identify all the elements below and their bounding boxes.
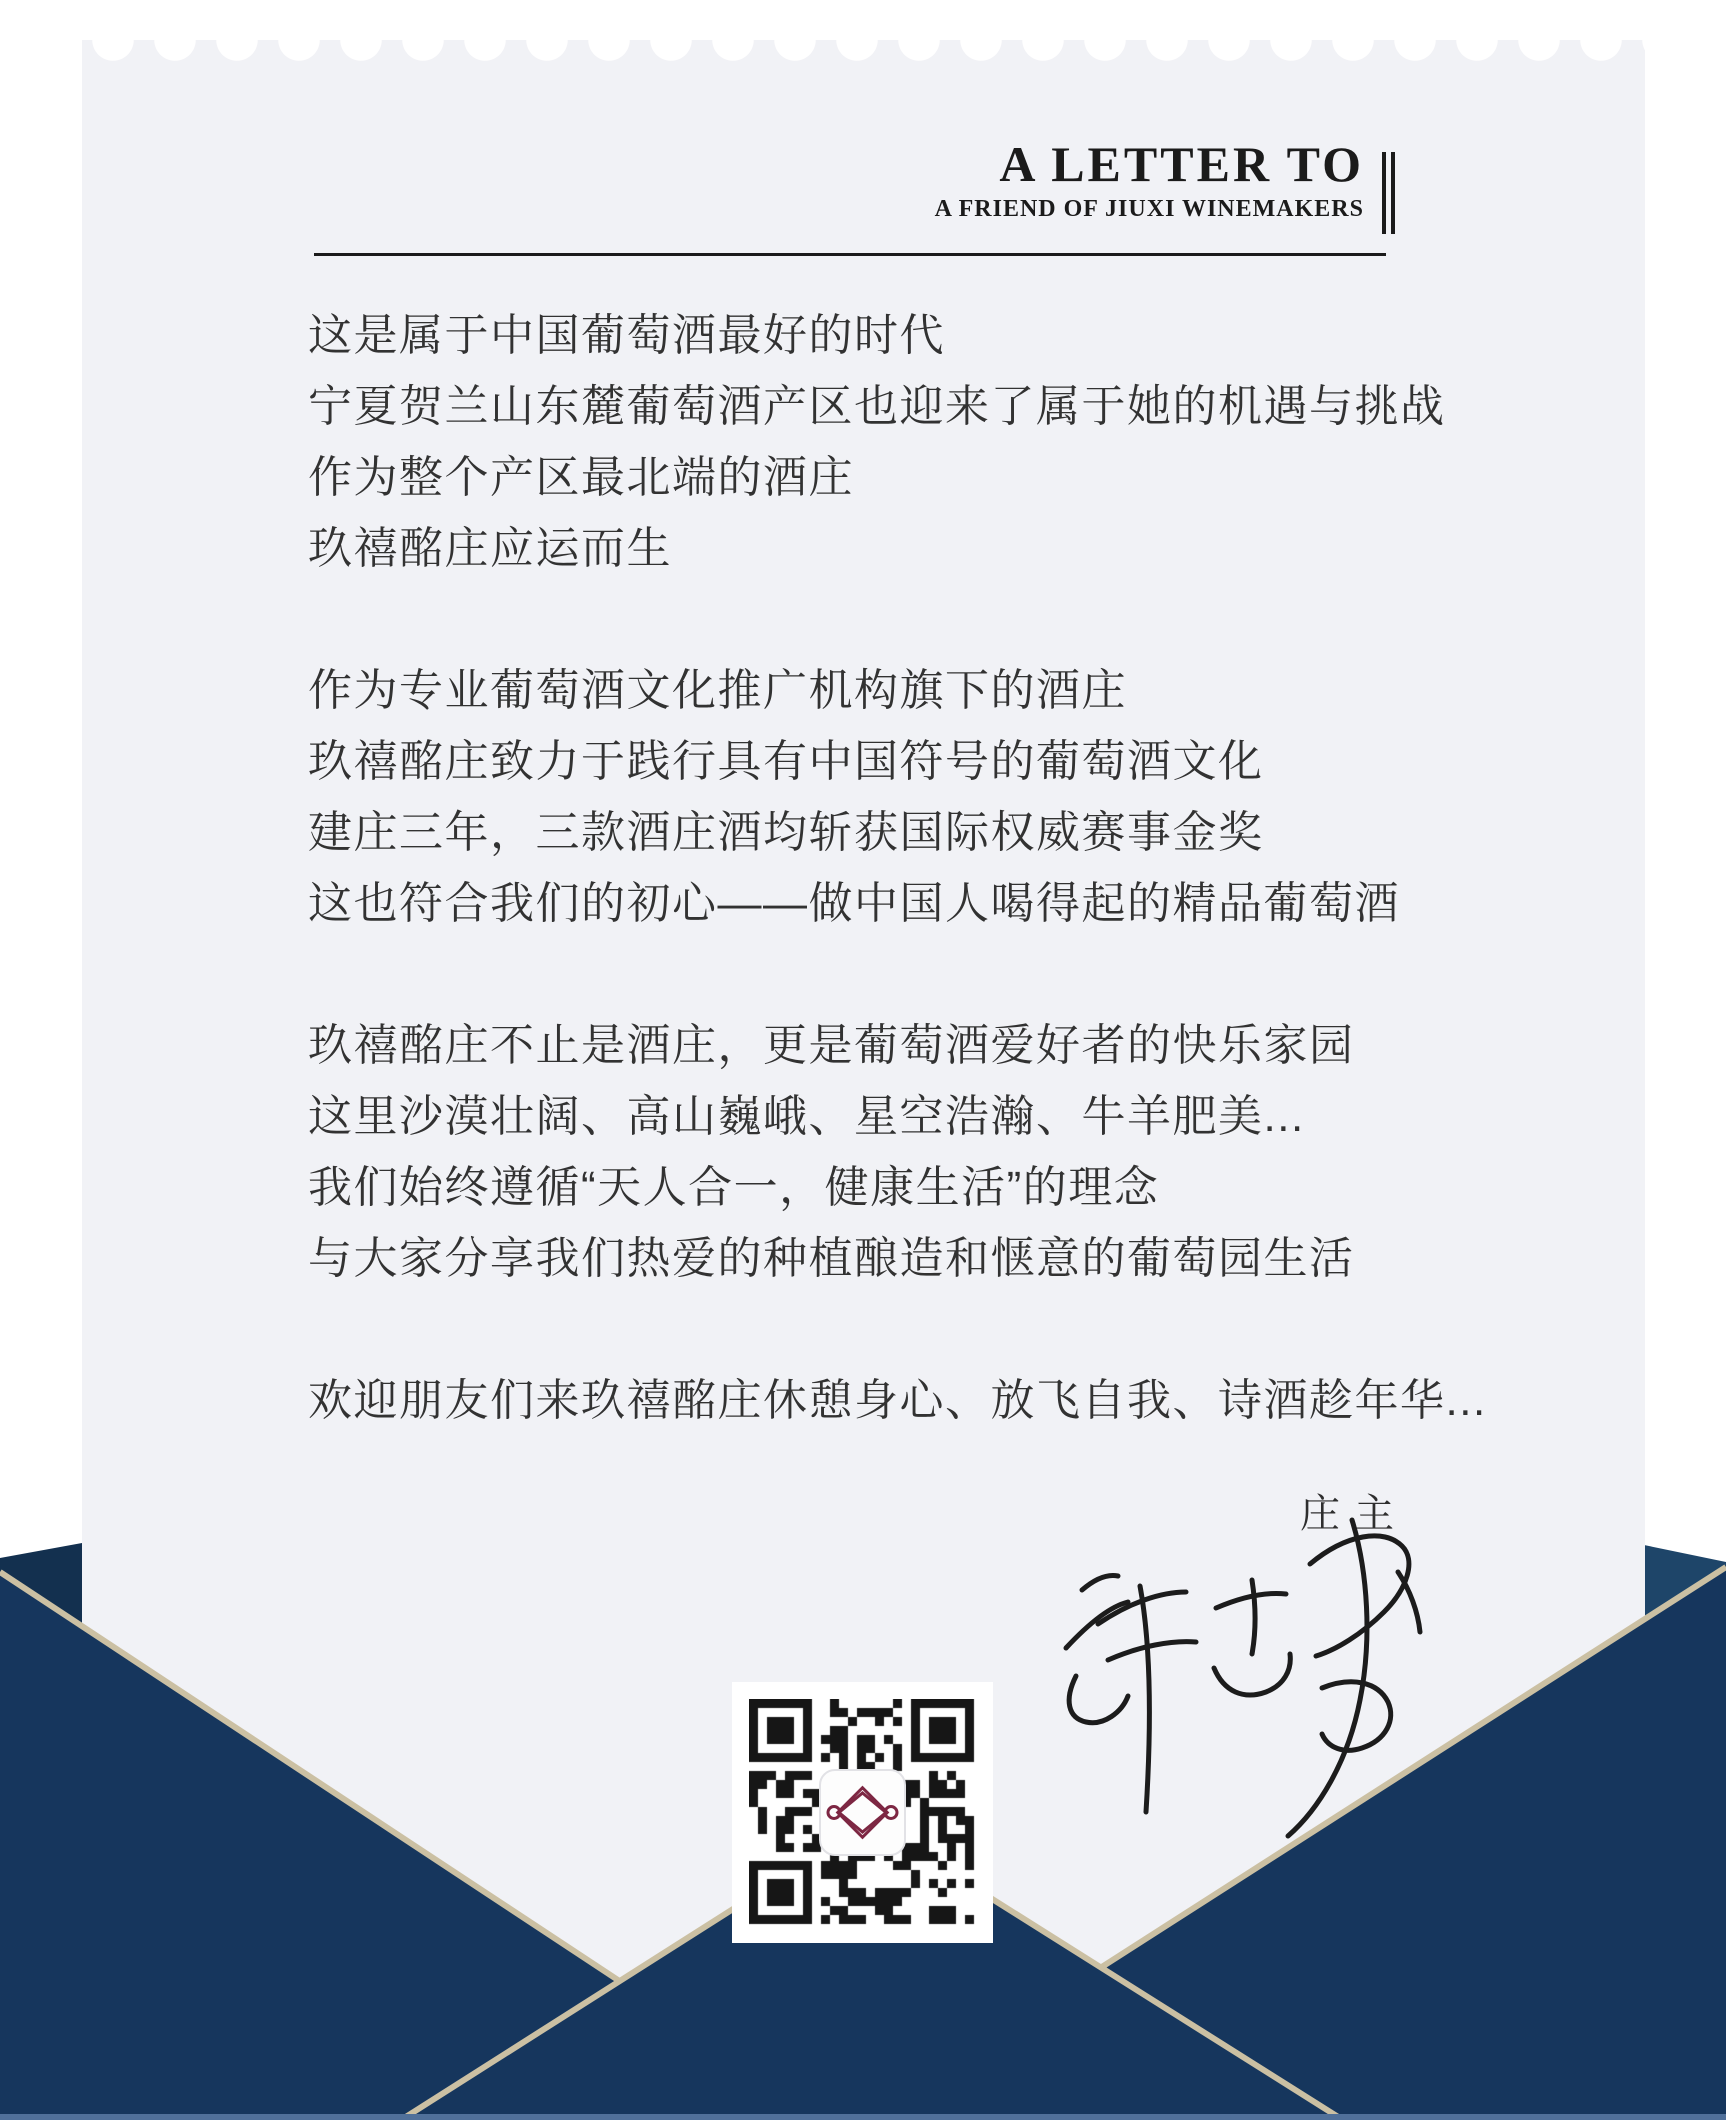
letter-line: 玖禧酩庄不止是酒庄，更是葡萄酒爱好者的快乐家园 [308, 1021, 1355, 1070]
owner-role-label: 庄主 [1300, 1492, 1408, 1536]
letter-line: 这也符合我们的初心——做中国人喝得起的精品葡萄酒 [308, 879, 1400, 928]
qr-code [732, 1682, 993, 1943]
letter-line: 这是属于中国葡萄酒最好的时代 [308, 311, 945, 360]
header-subtitle: A FRIEND OF JIUXI WINEMAKERS [934, 196, 1364, 222]
letter-line: 玖禧酩庄应运而生 [308, 524, 672, 573]
letter-line: 欢迎朋友们来玖禧酩庄休憩身心、放飞自我、诗酒趁年华... [308, 1376, 1487, 1425]
envelope-bottom-strip [0, 2114, 1726, 2120]
letter-line: 这里沙漠壮阔、高山巍峨、星空浩瀚、牛羊肥美... [308, 1092, 1305, 1141]
diamond-seal-logo-icon [819, 1769, 906, 1856]
letter-line: 作为专业葡萄酒文化推广机构旗下的酒庄 [308, 666, 1127, 715]
letter-line: 我们始终遵循“天人合一，健康生活”的理念 [308, 1163, 1160, 1212]
letter-line: 作为整个产区最北端的酒庄 [308, 453, 854, 502]
letter-line: 建庄三年，三款酒庄酒均斩获国际权威赛事金奖 [308, 808, 1264, 857]
letter-line: 玖禧酩庄致力于践行具有中国符号的葡萄酒文化 [308, 737, 1264, 786]
header-title: A LETTER TO [999, 136, 1364, 192]
letter-line: 宁夏贺兰山东麓葡萄酒产区也迎来了属于她的机遇与挑战 [308, 382, 1446, 431]
letter-line: 与大家分享我们热爱的种植酿造和惬意的葡萄园生活 [308, 1234, 1355, 1283]
